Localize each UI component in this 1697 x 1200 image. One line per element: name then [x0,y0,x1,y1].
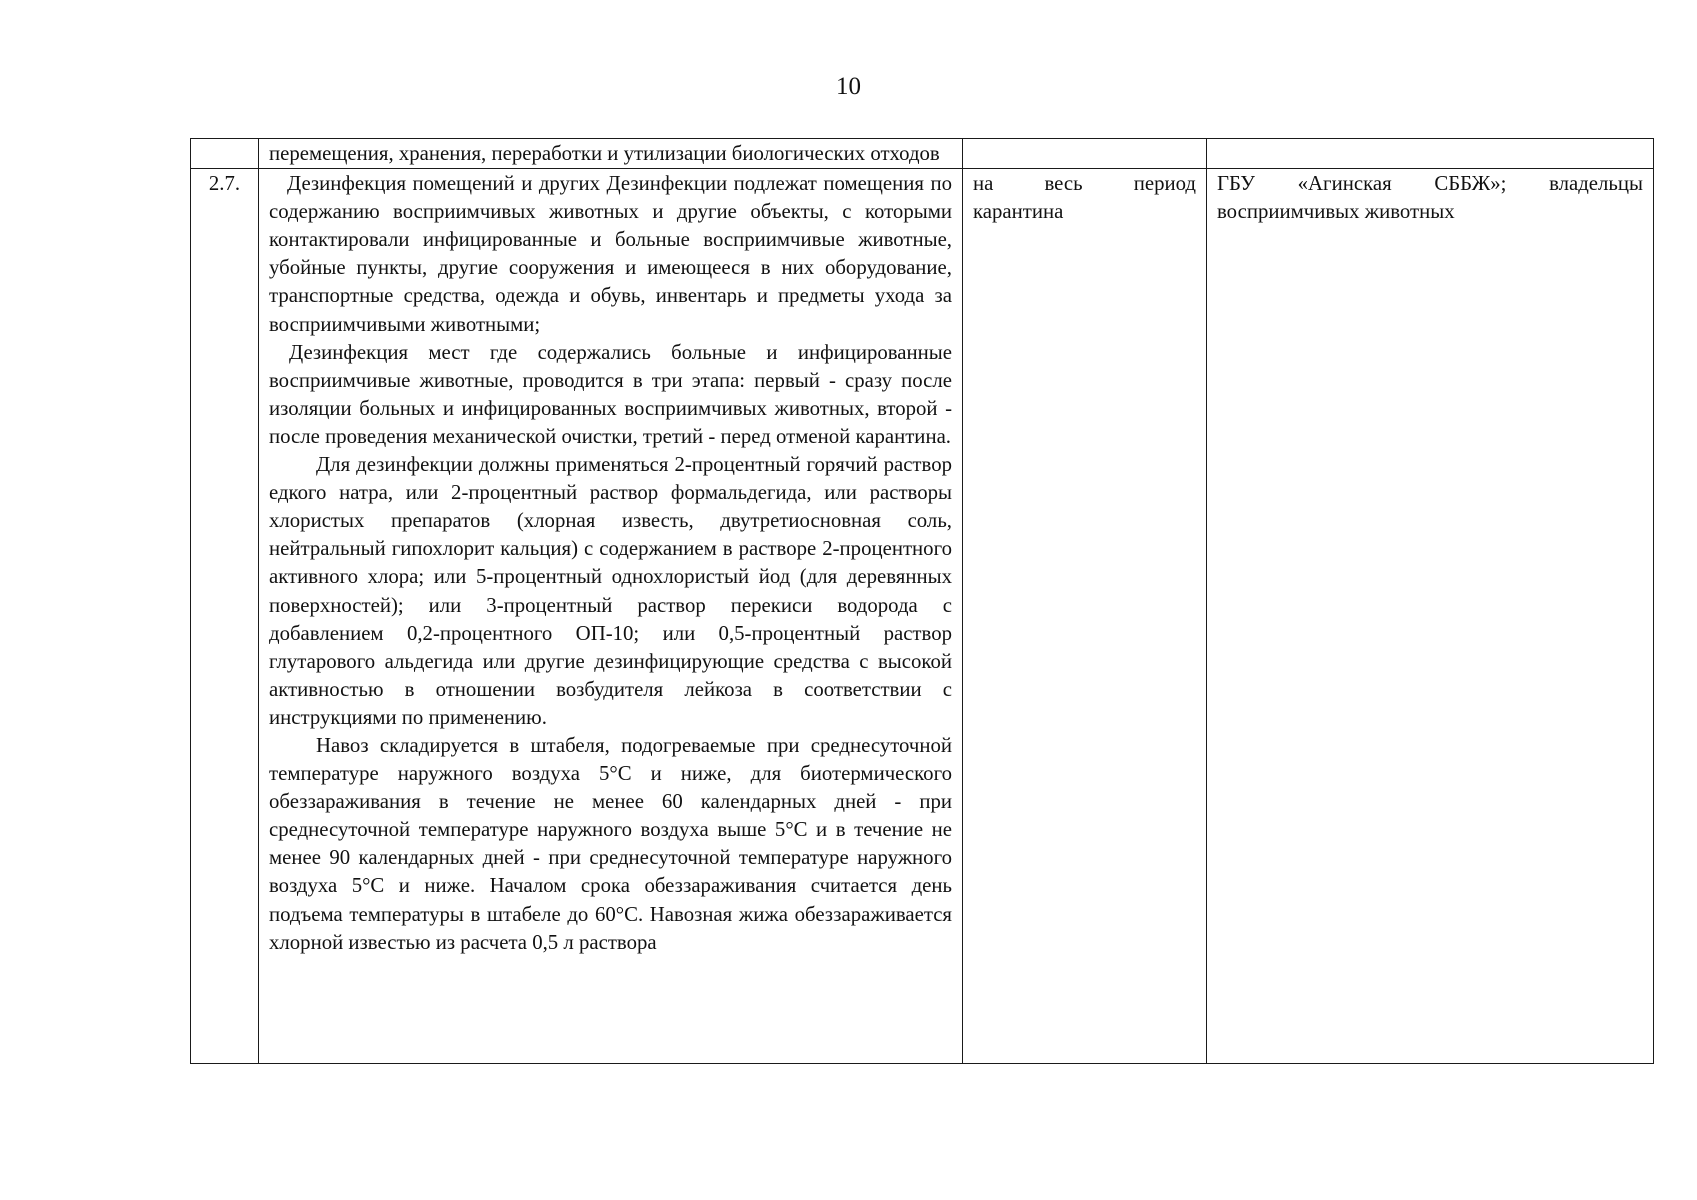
responsible-cell [1207,139,1654,169]
measure-paragraph: перемещения, хранения, переработки и утилизации биологических отходов [269,142,940,165]
table-row [191,139,1654,169]
table-row [191,169,1654,1064]
measure-cell [259,169,963,1064]
row-number-cell [191,139,259,169]
responsible-cell: ГБУ «Агинская СББЖ»; владельцы восприимчивых животных [1207,169,1654,1064]
measure-paragraph: Дезинфекция мест где содержались больные и инфицированные восприимчивые животные, проводится в три этапа: первый - сразу после изоляции больных и инфицированных восприимчивых животных, второй - после проведения механической очистки, третий - перед отменой карантина. [269,340,952,448]
period-cell [963,139,1207,169]
measure-cell [259,139,963,169]
measures-table [190,138,1654,1064]
measure-paragraph: Для дезинфекции должны применяться 2-процентный горячий раствор едкого натра, или 2-процентный раствор формальдегида, или растворы хлористых препаратов (хлорная известь, двутретиосновная соль, нейтральный гипохлорит кальция) с содержанием в растворе 2-процентного активного хлора; или 5-процентный однохлористый йод (для деревянных поверхностей); или 3-процентный раствор перекиси водорода с добавлением 0,2-процентного ОП-10; или 0,5-процентный раствор глутарового альдегида или другие дезинфицирующие средства с высокой активностью в отношении возбудителя лейкоза в соответствии с инструкциями по применению. [269,453,952,729]
measure-paragraph: Навоз складируется в штабеля, подогреваемые при среднесуточной температуре наружного воздуха 5°C и ниже, для биотермического обеззараживания в течение не менее 60 календарных дней - при среднесуточной температуре наружного воздуха выше 5°C и в течение не менее 90 календарных дней - при среднесуточной температуре наружного воздуха 5°C и ниже. Началом срока обеззараживания считается день подъема температуры в штабеле до 60°C. Навозная жижа обеззараживается хлорной известью из расчета 0,5 л раствора [269,733,952,954]
measure-paragraph: Дезинфекция помещений и других Дезинфекции подлежат помещения по содержанию восприимчивых животных и другие объекты, с которыми контактировали инфицированные и больные восприимчивые животные, убойные пункты, другие сооружения и имеющееся в них оборудование, транспортные средства, одежда и обувь, инвентарь и предметы ухода за восприимчивыми животными; [269,172,952,336]
row-number-cell: 2.7. [191,169,259,1064]
period-cell: на весь период карантина [963,169,1207,1064]
page-number: 10 [836,73,861,100]
